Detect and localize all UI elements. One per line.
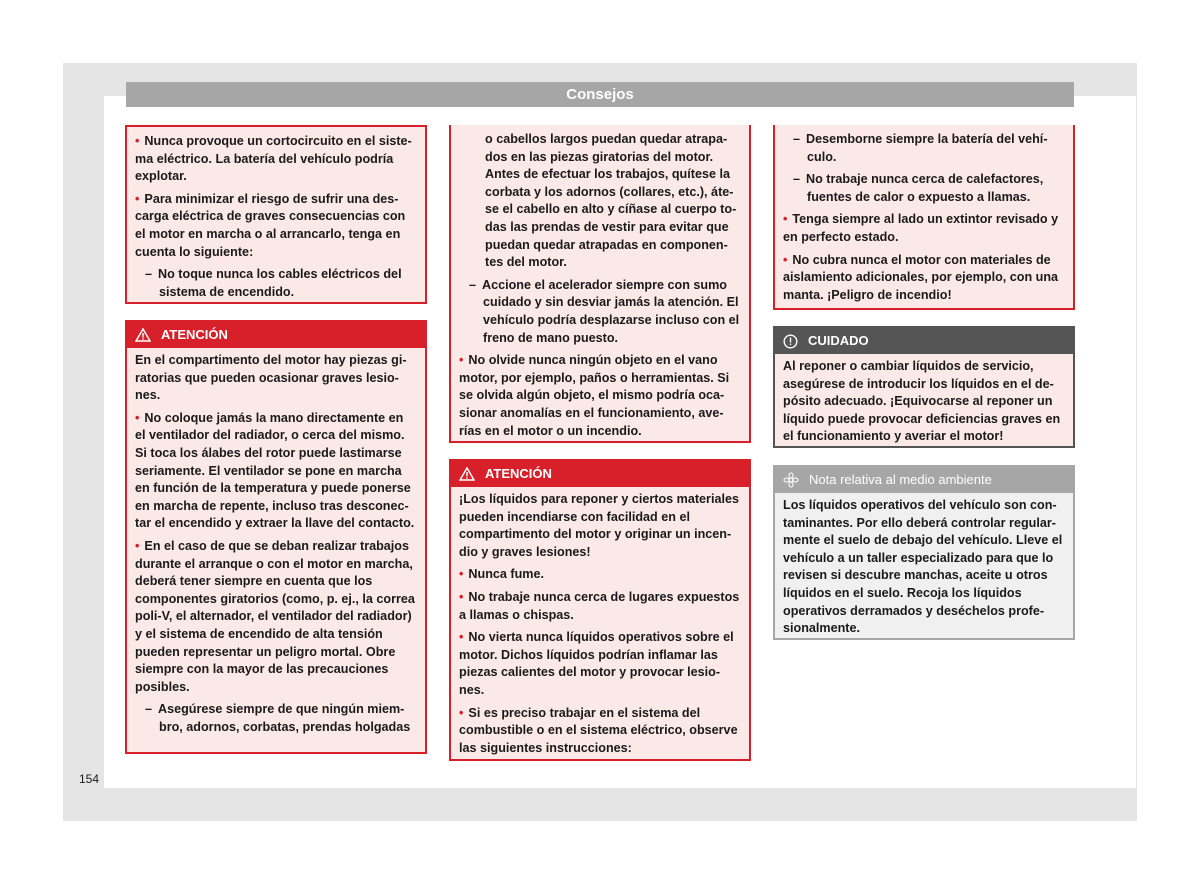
atencion-box-rotating-parts — [125, 320, 427, 754]
environment-flower-icon — [783, 472, 799, 488]
box-body — [775, 125, 1073, 313]
list-item: • Nunca fume. — [459, 566, 741, 584]
list-item: • Nunca provoque un cortocircuito en el sistema eléctrico. La batería del vehículo podría explotar. — [135, 133, 417, 186]
atencion-box-continued — [449, 125, 751, 443]
box-title: Nota relativa al medio ambiente — [809, 472, 992, 487]
info-circle-icon — [783, 334, 798, 349]
list-item: • No olvide nunca ningún objeto en el vano motor, por ejemplo, paños o herramientas. Si se olvida algún objeto, el mismo podría ocasionar anomalías en el funcionamiento, averías en el motor o un incendio. — [459, 352, 741, 440]
list-item: – Accione el acelerador siempre con sumo cuidado y sin desviar jamás la atención. El vehículo podría desplazarse incluso con el freno de mano puesto. — [459, 277, 741, 347]
list-item: • Para minimizar el riesgo de sufrir una descarga eléctrica de graves consecuencias con el motor en marcha o al arrancarlo, tenga en cuenta lo siguiente: — [135, 191, 417, 261]
box-header — [775, 328, 1073, 354]
list-item: • Tenga siempre al lado un extintor revisado y en perfecto estado. — [783, 211, 1065, 246]
cuidado-box — [773, 326, 1075, 448]
box-intro: En el compartimento del motor hay piezas giratorias que pueden ocasionar graves lesiones. — [135, 353, 407, 403]
environment-note-box — [773, 465, 1075, 640]
section-header: Consejos — [126, 82, 1074, 107]
box-body — [127, 348, 425, 745]
box-body — [775, 493, 1073, 647]
box-title: ATENCIÓN — [161, 327, 228, 342]
list-item: • No trabaje nunca cerca de lugares expuestos a llamas o chispas. — [459, 589, 741, 624]
warning-triangle-icon — [135, 328, 151, 342]
list-item: – Desemborne siempre la batería del vehículo. — [783, 131, 1065, 166]
list-item: • En el caso de que se deban realizar trabajos durante el arranque o con el motor en marcha, deberá tener siempre en cuenta que los componentes giratorios (como, p. ej., la correa poli-V, el alternador, el ventilador del radiador) y el sistema de encendido de alta tensión pueden representar un peligro mortal. Obre siempre con la mayor de las precauciones posibles. — [135, 538, 417, 696]
list-item: • No cubra nunca el motor con materiales de aislamiento adicionales, por ejemplo, con una manta. ¡Peligro de incendio! — [783, 252, 1065, 305]
box-header — [451, 461, 749, 487]
box-header — [775, 467, 1073, 493]
list-item: • No vierta nunca líquidos operativos sobre el motor. Dichos líquidos podrían inflamar las piezas calientes del motor y provocar lesiones. — [459, 629, 741, 699]
box-text: Los líquidos operativos del vehículo son contaminantes. Por ello deberá controlar regularmente el suelo de debajo del vehículo. Lleve el vehículo a un taller especializado para que lo revisen si descubre manchas, aceite u otros líquidos en el suelo. Recoja los líquidos operativos derramados y deséchelos profesionalmente. — [783, 498, 1063, 636]
page-number: 154 — [79, 772, 100, 786]
atencion-box-continued-2 — [773, 125, 1075, 310]
warning-triangle-icon — [459, 467, 475, 481]
list-item: – No trabaje nunca cerca de calefactores, fuentes de calor o expuesto a llamas. — [783, 171, 1065, 206]
box-body — [775, 354, 1073, 455]
continued-text: o cabellos largos puedan quedar atrapados en las piezas giratorias del motor. Antes de efectuar los trabajos, quítese la corbata y los adornos (collares, etc.), átese el cabello en alto y cíñase al cuerpo todas las prendas de vestir para evitar que puedan quedar atrapadas en componentes del motor. — [485, 132, 737, 270]
box-body — [451, 487, 749, 766]
list-item: • Si es preciso trabajar en el sistema del combustible o en el sistema eléctrico, observe las siguientes instrucciones: — [459, 705, 741, 758]
box-title: CUIDADO — [808, 333, 869, 348]
box-intro: ¡Los líquidos para reponer y ciertos materiales pueden incendiarse con facilidad en el compartimento del motor y originar un incendio y graves lesiones! — [459, 492, 739, 559]
atencion-box-flammable-liquids — [449, 459, 751, 761]
safety-box-shortcircuit — [125, 125, 427, 304]
list-item: – No toque nunca los cables eléctricos del sistema de encendido. — [135, 266, 417, 301]
box-header — [127, 322, 425, 348]
box-text: Al reponer o cambiar líquidos de servicio, asegúrese de introducir los líquidos en el depósito adecuado. ¡Equivocarse al reponer un líquido puede provocar deficiencias graves en el funcionamiento y averiar el motor! — [783, 359, 1061, 444]
list-item: – Asegúrese siempre de que ningún miembro, adornos, corbatas, prendas holgadas — [135, 701, 417, 736]
box-title: ATENCIÓN — [485, 466, 552, 481]
box-body — [127, 127, 425, 310]
box-body — [451, 125, 749, 449]
list-item: • No coloque jamás la mano directamente en el ventilador del radiador, o cerca del mismo. Si toca los álabes del rotor puede lastimarse seriamente. El ventilador se pone en marcha en función de la temperatura y puede ponerse en marcha de repente, incluso tras desconectar el encendido y extraer la llave del contacto. — [135, 410, 417, 533]
